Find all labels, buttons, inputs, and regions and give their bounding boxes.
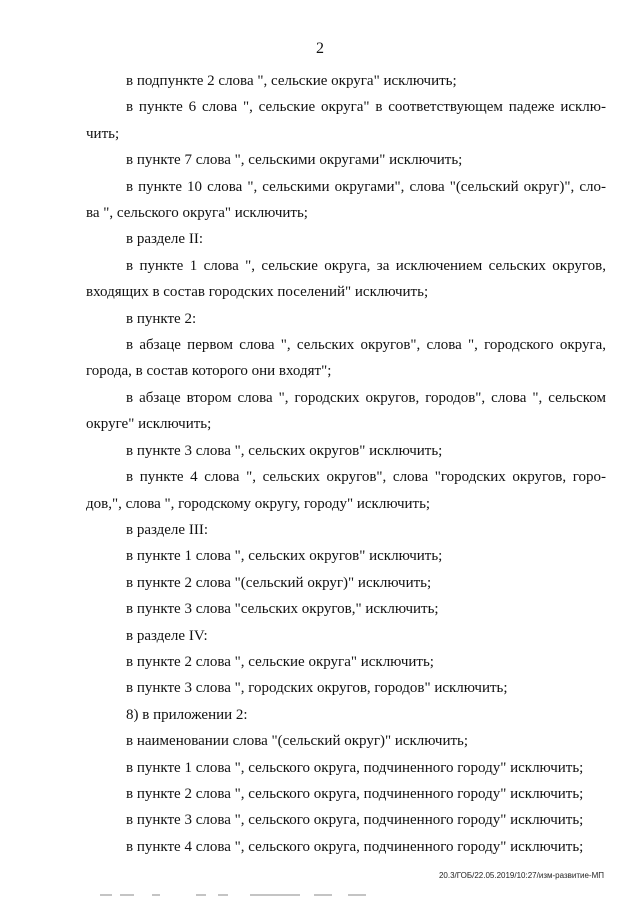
text-line: в пункте 1 слова ", сельского округа, подчиненного городу" исключить; xyxy=(126,759,584,776)
text-line: в пункте 4 слова ", сельских округов", слова "городских округов, горо- xyxy=(126,469,606,486)
text-line: в пункте 3 слова ", сельских округов" исключить; xyxy=(126,442,443,459)
text-line: в пункте 7 слова ", сельскими округами" исключить; xyxy=(126,152,463,169)
text-line: в разделе IV: xyxy=(126,627,208,644)
text-line: в пункте 2 слова ", сельского округа, подчиненного городу" исключить; xyxy=(126,785,584,802)
text-line: в разделе II: xyxy=(126,231,203,248)
text-line: в пункте 3 слова ", городских округов, городов" исключить; xyxy=(126,680,508,697)
text-line: в абзаце первом слова ", сельских округов", слова ", городского округа, xyxy=(126,337,606,354)
text-line: в пункте 6 слова ", сельские округа" в соответствующем падеже исклю- xyxy=(126,99,606,116)
text-line: в пункте 3 слова ", сельского округа, подчиненного городу" исключить; xyxy=(126,812,584,829)
text-line: в пункте 10 слова ", сельскими округами", слова "(сельский округ)", сло- xyxy=(126,178,606,195)
text-line: в пункте 1 слова ", сельских округов" исключить; xyxy=(126,548,443,565)
text-line: в пункте 2: xyxy=(126,310,197,327)
text-line: входящих в состав городских поселений" исключить; xyxy=(86,284,429,301)
document-code-footer: 20.3/ГОБ/22.05.2019/10:27/изм-развитие-МП xyxy=(438,871,604,880)
scan-artifact-marks xyxy=(100,893,370,897)
text-line: в наименовании слова "(сельский округ)" исключить; xyxy=(126,733,469,750)
text-line: в абзаце втором слова ", городских округов, городов", слова ", сельском xyxy=(126,389,606,406)
text-line: в пункте 4 слова ", сельского округа, подчиненного городу" исключить; xyxy=(126,838,584,855)
text-line: в пункте 2 слова "(сельский округ)" исключить; xyxy=(126,574,432,591)
page-number: 2 xyxy=(316,40,324,57)
text-line: округе" исключить; xyxy=(86,416,212,433)
text-line: ва ", сельского округа" исключить; xyxy=(86,205,308,222)
text-line: дов,", слова ", городскому округу, городу" исключить; xyxy=(86,495,431,512)
text-line: в пункте 3 слова "сельских округов," исключить; xyxy=(126,601,439,618)
text-line: чить; xyxy=(86,125,120,142)
text-line: в пункте 1 слова ", сельские округа, за исключением сельских округов, xyxy=(126,257,606,274)
text-line: в подпункте 2 слова ", сельские округа" исключить; xyxy=(126,73,457,89)
text-line: города, в состав которого они входят"; xyxy=(86,363,332,380)
document-body xyxy=(86,68,606,860)
text-line: 8) в приложении 2: xyxy=(126,706,248,723)
text-line: в разделе III: xyxy=(126,521,208,538)
text-line: в пункте 2 слова ", сельские округа" исключить; xyxy=(126,653,434,670)
